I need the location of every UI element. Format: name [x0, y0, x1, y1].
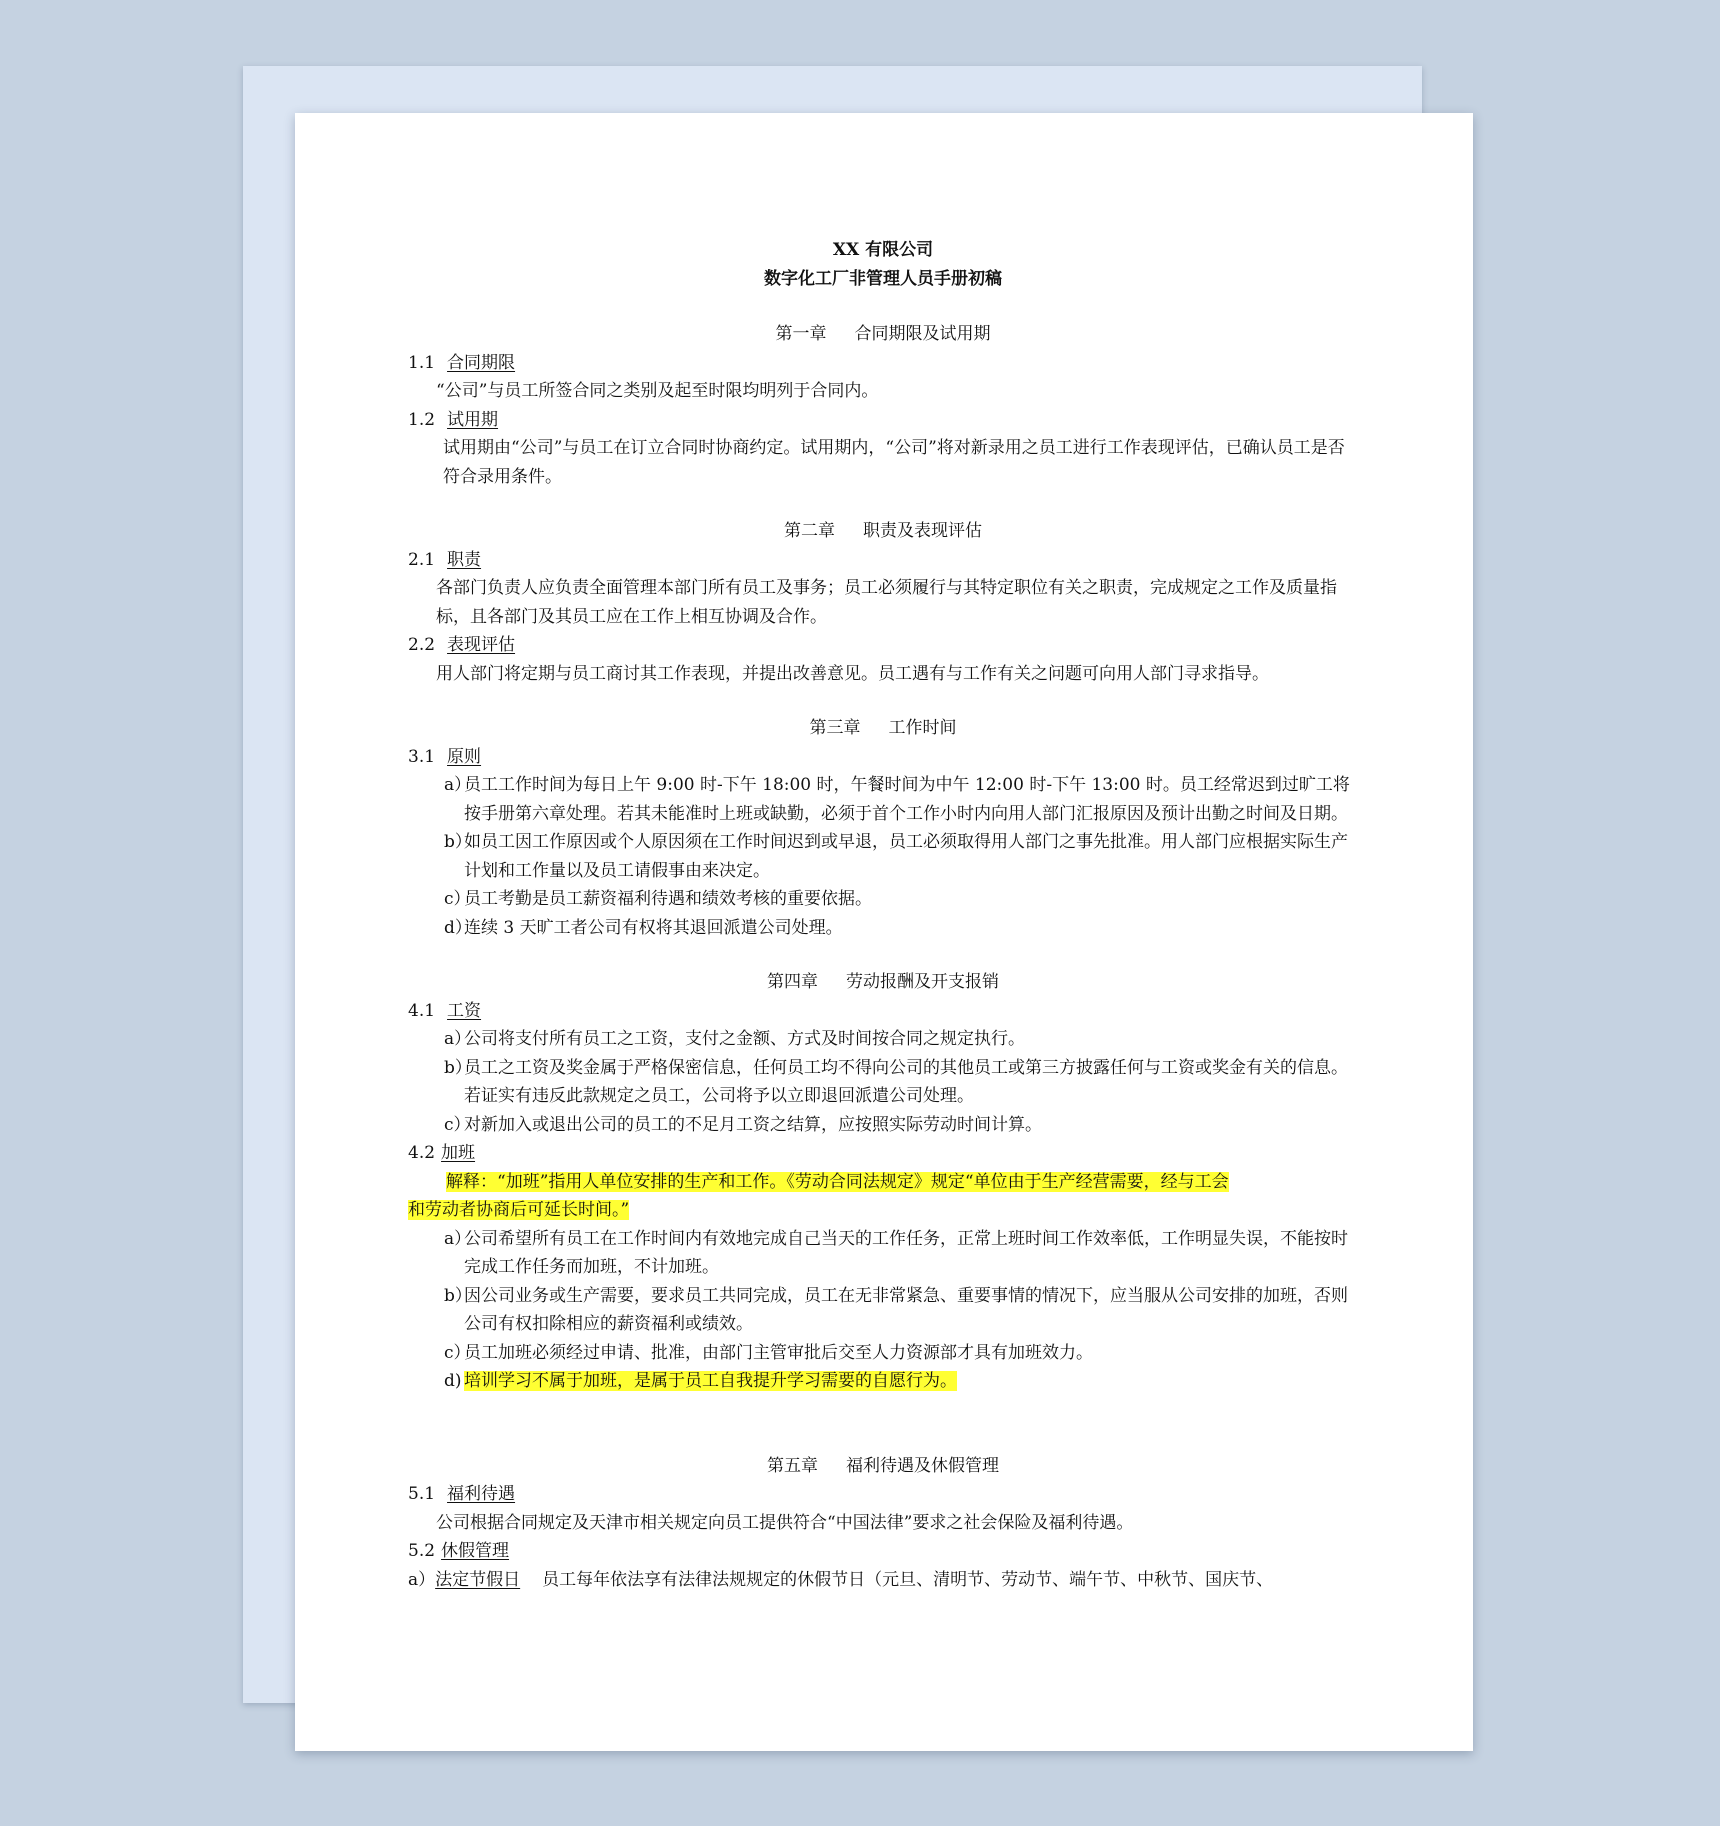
chapter-number: 第五章 [767, 1455, 818, 1476]
list-item [408, 1111, 1358, 1140]
list-item-text: 员工考勤是员工薪资福利待遇和绩效考核的重要依据。 [464, 889, 872, 909]
list-item-text: 员工之工资及奖金属于严格保密信息，任何员工均不得向公司的其他员工或第三方披露任何与工资或奖金有关的信息。若证实有违反此款规定之员工，公司将予以立即退回派遣公司处理。 [464, 1057, 1348, 1106]
list-marker: a） [444, 775, 472, 795]
list-item [408, 1282, 1358, 1339]
section-number: 2.2 [408, 635, 436, 655]
section-title: 工资 [447, 1000, 482, 1021]
paragraph: “公司”与员工所签合同之类别及起至时限均明列于合同内。 [436, 381, 879, 401]
chapter-number: 第三章 [809, 718, 861, 738]
list-item-text: 对新加入或退出公司的员工的不足月工资之结算，应按照实际劳动时间计算。 [464, 1114, 1042, 1135]
section-number: 1.1 [408, 352, 436, 373]
chapter-number: 第一章 [775, 324, 827, 344]
chapter-number: 第四章 [767, 972, 818, 992]
chapter-name: 劳动报酬及开支报销 [846, 972, 999, 992]
list-item-text: 公司希望所有员工在工作时间内有效地完成自己当天的工作任务，正常上班时间工作效率低，工作明显失误，不能按时完成工作任务而加班，不计加班。 [464, 1228, 1348, 1277]
subsection-5-2-a [408, 1566, 1358, 1595]
chapter-1-heading [408, 320, 1358, 349]
chapter-name: 工作时间 [888, 718, 957, 738]
section-number: 1.2 [408, 409, 436, 430]
list-item [408, 914, 1358, 943]
list-item [408, 828, 1358, 885]
list-item [408, 1339, 1358, 1368]
subsection-title: 法定节假日 [435, 1569, 521, 1590]
section-number: 5.1 [408, 1484, 436, 1504]
list-item [408, 1225, 1358, 1282]
list-marker: a） [444, 1029, 472, 1049]
section-title: 表现评估 [447, 635, 516, 655]
section-1-2 [408, 406, 1358, 435]
paragraph: 试用期由“公司”与员工在订立合同时协商约定。试用期内，“公司”将对新录用之员工进行工作表现评估，已确认员工是否符合录用条件。 [443, 438, 1345, 487]
list-marker: b） [444, 832, 472, 852]
section-number: 2.1 [408, 549, 436, 570]
section-3-1 [408, 743, 1358, 772]
paragraph: 用人部门将定期与员工商讨其工作表现，并提出改善意见。员工遇有与工作有关之问题可向用人部门寻求指导。 [436, 663, 1269, 684]
section-number: 4.1 [408, 1000, 436, 1021]
section-title: 休假管理 [441, 1541, 510, 1561]
highlighted-note [408, 1168, 1358, 1197]
highlighted-text: 解释：“加班”指用人单位安排的生产和工作。《劳动合同法规定》规定“单位由于生产经营需要，经与工会 [446, 1171, 1229, 1192]
list-item [408, 771, 1358, 828]
highlighted-note-continuation [408, 1196, 1358, 1225]
chapter-number: 第二章 [784, 521, 835, 541]
section-number: 4.2 [408, 1143, 436, 1163]
list-marker: b） [444, 1285, 472, 1306]
section-title: 加班 [441, 1143, 476, 1163]
list-item-text: 连续 3 天旷工者公司有权将其退回派遣公司处理。 [464, 917, 843, 938]
chapter-name: 合同期限及试用期 [854, 324, 991, 344]
list-marker: b） [444, 1057, 472, 1078]
highlighted-text: 和劳动者协商后可延长时间。” [408, 1200, 630, 1220]
chapter-3-heading [408, 714, 1358, 743]
list-item [408, 885, 1358, 914]
list-item-text: 如员工因工作原因或个人原因须在工作时间迟到或早退，员工必须取得用人部门之事先批准。用人部门应根据实际生产计划和工作量以及员工请假事由来决定。 [464, 832, 1348, 881]
section-4-2 [408, 1139, 1358, 1168]
section-number: 5.2 [408, 1541, 436, 1561]
paragraph: 员工每年依法享有法律法规规定的休假节日（元旦、清明节、劳动节、端午节、中秋节、国庆节、 [542, 1569, 1274, 1590]
list-marker: c） [444, 1114, 471, 1135]
document-title: 数字化工厂非管理人员手册初稿 [764, 269, 1002, 289]
list-item-text: 员工工作时间为每日上午 9:00 时-下午 18:00 时，午餐时间为中午 12:00 时-下午 13:00 时。员工经常迟到过旷工将按手册第六章处理。若其未能准时上班或缺勤，必须于首个工作小时内向用人部门汇报原因及预计出勤之时间及日期。 [464, 775, 1350, 824]
document-content [408, 236, 1358, 1594]
paragraph: 各部门负责人应负责全面管理本部门所有员工及事务；员工必须履行与其特定职位有关之职责，完成规定之工作及质量指标，且各部门及其员工应在工作上相互协调及合作。 [436, 578, 1337, 627]
highlighted-list-item-text: 培训学习不属于加班，是属于员工自我提升学习需要的自愿行为。 [464, 1371, 957, 1391]
section-2-2 [408, 631, 1358, 660]
section-2-1 [408, 546, 1358, 575]
chapter-name: 福利待遇及休假管理 [846, 1455, 999, 1476]
list-marker: d） [444, 917, 472, 938]
list-item [408, 1025, 1358, 1054]
list-item-text: 员工加班必须经过申请、批准，由部门主管审批后交至人力资源部才具有加班效力。 [464, 1342, 1093, 1363]
chapter-4-heading [408, 968, 1358, 997]
section-4-1 [408, 997, 1358, 1026]
list-item-text: 公司将支付所有员工之工资，支付之金额、方式及时间按合同之规定执行。 [464, 1029, 1025, 1049]
section-title: 试用期 [447, 409, 499, 430]
chapter-5-heading [408, 1452, 1358, 1481]
section-title: 福利待遇 [447, 1484, 516, 1504]
section-5-1 [408, 1480, 1358, 1509]
list-marker: c） [444, 889, 471, 909]
list-item-text: 因公司业务或生产需要，要求员工共同完成，员工在无非常紧急、重要事情的情况下，应当服从公司安排的加班，否则公司有权扣除相应的薪资福利或绩效。 [464, 1285, 1348, 1334]
chapter-2-heading [408, 517, 1358, 546]
section-5-2 [408, 1537, 1358, 1566]
document-page [295, 113, 1473, 1751]
list-marker: a） [444, 1228, 472, 1249]
section-number: 3.1 [408, 746, 436, 767]
section-title: 合同期限 [447, 352, 516, 373]
paragraph: 公司根据合同规定及天津市相关规定向员工提供符合“中国法律”要求之社会保险及福利待遇。 [436, 1512, 1134, 1533]
section-title: 职责 [447, 549, 482, 570]
section-1-1 [408, 349, 1358, 378]
list-marker: d) [444, 1371, 462, 1391]
section-title: 原则 [447, 746, 482, 767]
company-name: XX 有限公司 [832, 240, 934, 260]
list-marker: c） [444, 1342, 471, 1363]
list-marker: a） [408, 1569, 436, 1590]
list-item [408, 1054, 1358, 1111]
list-item [408, 1367, 1358, 1396]
chapter-name: 职责及表现评估 [863, 521, 982, 541]
